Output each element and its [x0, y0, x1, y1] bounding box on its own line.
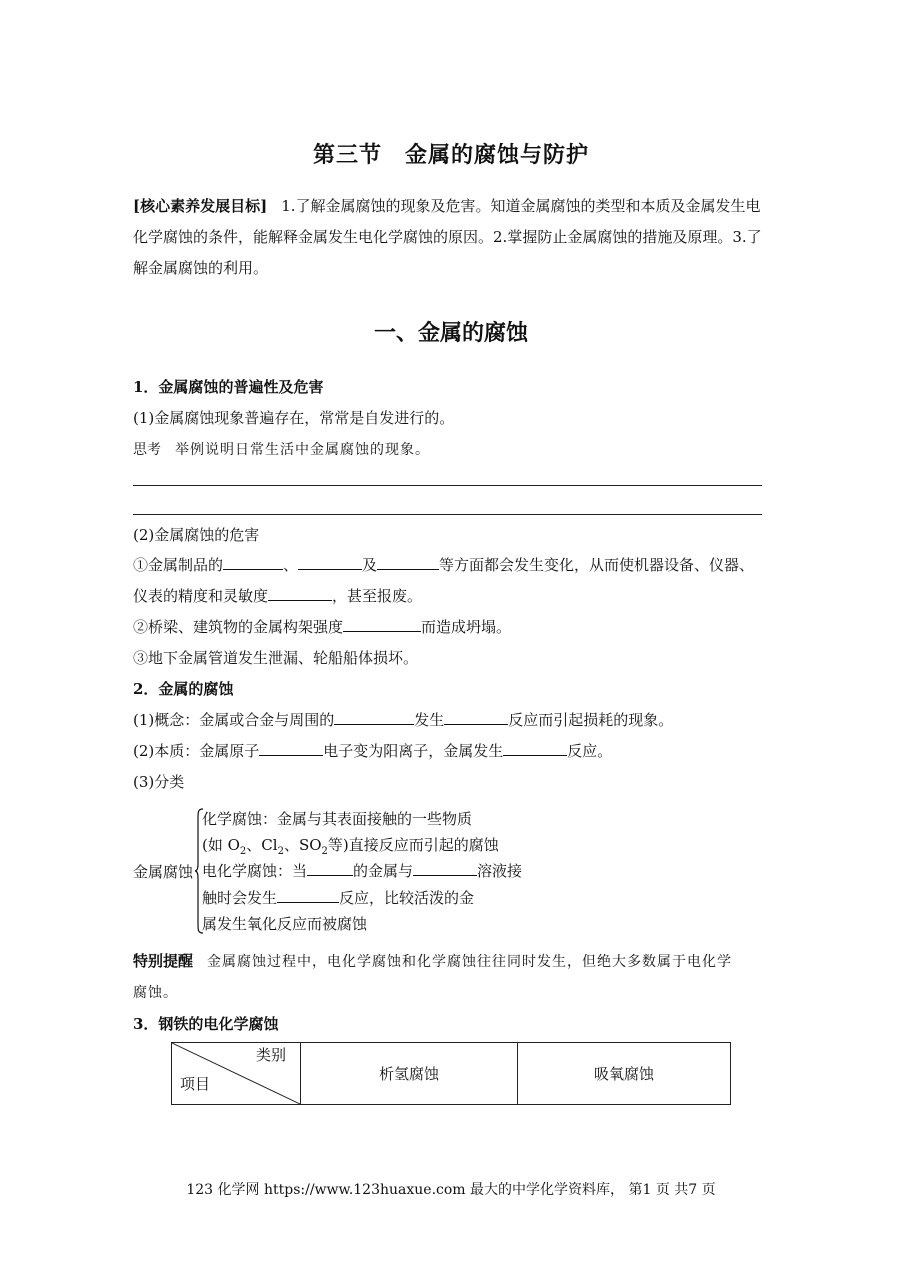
special-tip — [133, 950, 732, 971]
harm-3: ③地下金属管道发生泄漏、轮船船体损坏。 — [133, 649, 419, 667]
goals-text: 1.了解金属腐蚀的现象及危害。知道金属腐蚀的类型和本质及金属发生电化学腐蚀的条件，能解释金属发生电化学腐蚀的原因。2.掌握防止金属腐蚀的措施及原理。3.了解金属腐蚀的利用。 — [133, 197, 762, 277]
table-header-hydrogen: 析氢腐蚀 — [301, 1043, 518, 1105]
harm-1-cont: 仪表的精度和灵敏度 ，甚至报废。 — [133, 587, 423, 605]
blank[interactable] — [307, 860, 353, 876]
item-1-2: (2)金属腐蚀的危害 — [133, 526, 260, 544]
chem-corrosion-2: (如 $O_2$、$Cl_2$、$SO_2$等)直接反应而引起的腐蚀 — [202, 836, 499, 857]
chem-corrosion-1: 化学腐蚀：金属与其表面接触的一些物质 — [202, 810, 473, 828]
table-header-oxygen: 吸氧腐蚀 — [518, 1043, 731, 1105]
tip-text-1: 金属腐蚀过程中，电化学腐蚀和化学腐蚀往往同时发生，但绝大多数属于电化学 — [207, 954, 733, 970]
harm-2: ②桥梁、建筑物的金属构架强度 而造成坍塌。 — [133, 618, 512, 636]
harm-1: ①金属制品的 、 及 等方面都会发生变化，从而使机器设备、仪器、 — [133, 556, 755, 574]
item-1-1: (1)金属腐蚀现象普遍存在，常常是自发进行的。 — [133, 409, 455, 427]
blank[interactable] — [444, 709, 508, 725]
heading-2: 2．金属的腐蚀 — [133, 680, 234, 698]
table-corner-cell — [172, 1043, 301, 1105]
tip-label: 特别提醒 — [133, 952, 194, 970]
section-heading-corrosion: 一、金属的腐蚀 — [373, 320, 528, 346]
blank[interactable] — [343, 616, 421, 632]
blank[interactable] — [259, 740, 323, 756]
essence: (2)本质：金属原子 电子变为阳离子，金属发生 反应。 — [133, 742, 613, 760]
answer-line-1 — [133, 485, 762, 486]
corrosion-table — [171, 1042, 731, 1105]
corner-top-label: 类别 — [255, 1046, 286, 1064]
blank[interactable] — [223, 554, 283, 570]
page-title: 第三节 金属的腐蚀与防护 — [312, 142, 589, 168]
electrochem-2: 触时会发生 反应，比较活泼的金 — [202, 889, 475, 907]
corner-bottom-label: 项目 — [180, 1075, 211, 1093]
tip-text-2: 腐蚀。 — [133, 985, 178, 1001]
classify-label: (3)分类 — [133, 773, 185, 791]
answer-line-2 — [133, 514, 762, 515]
heading-1: 1．金属腐蚀的普遍性及危害 — [133, 378, 324, 396]
page-footer: 123 化学网 https://www.123huaxue.com 最大的中学化学资料库， 第1 页 共7 页 — [186, 1182, 716, 1198]
heading-3: 3．钢铁的电化学腐蚀 — [133, 1015, 279, 1033]
think-prompt — [133, 439, 430, 459]
table-row — [172, 1043, 731, 1105]
think-text: 举例说明日常生活中金属腐蚀的现象。 — [175, 442, 430, 458]
blank[interactable] — [298, 554, 362, 570]
electrochem-1: 电化学腐蚀：当 的金属与 溶液接 — [202, 862, 523, 880]
think-label: 思考 — [133, 442, 161, 458]
electrochem-3: 属发生氧化反应而被腐蚀 — [202, 915, 368, 933]
blank[interactable] — [277, 887, 339, 903]
blank[interactable] — [503, 740, 567, 756]
blank[interactable] — [334, 709, 414, 725]
core-goals — [133, 191, 773, 284]
concept: (1)概念：金属或合金与周围的 发生 反应而引起损耗的现象。 — [133, 711, 674, 729]
classify-root: 金属腐蚀 — [133, 863, 194, 881]
blank[interactable] — [377, 554, 439, 570]
blank[interactable] — [413, 860, 477, 876]
goals-tag: [核心素养发展目标] — [133, 197, 268, 215]
blank[interactable] — [268, 585, 332, 601]
tip-cont — [133, 982, 178, 1002]
